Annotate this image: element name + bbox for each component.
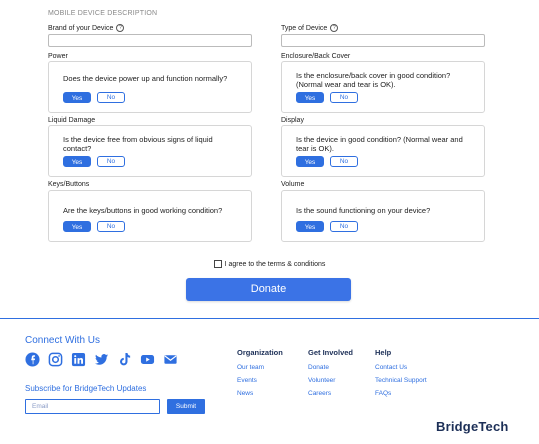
card-liquid [48,125,252,177]
submit-button[interactable]: Submit [167,399,205,414]
footer-link[interactable]: Volunteer [308,377,336,384]
subscribe-title: Subscribe for BridgeTech Updates [25,384,147,393]
terms-agreement [0,260,539,268]
column-heading: Organization [237,348,283,357]
email-input[interactable]: Email [25,399,160,414]
card-title-power: Power [48,53,68,60]
card-title-display: Display [281,117,304,124]
footer-link[interactable]: FAQs [375,390,392,397]
yes-button[interactable]: Yes [63,156,91,167]
facebook-icon[interactable] [25,352,40,367]
card-question: Is the sound functioning on your device? [296,206,431,215]
footer-link[interactable]: Donate [308,364,329,371]
yes-no-group [63,156,125,167]
type-label-text: Type of Device [281,24,328,32]
column-heading: Get Involved [308,348,354,357]
yes-no-group [63,221,125,232]
card-title-enclosure: Enclosure/Back Cover [281,53,351,60]
instagram-icon[interactable] [48,352,63,367]
footer-link[interactable]: Technical Support [375,377,427,384]
no-button[interactable]: No [330,156,358,167]
footer-link[interactable]: Careers [308,390,332,397]
footer-column-organization [237,348,283,397]
footer-link[interactable]: Our team [237,364,265,371]
footer-divider [0,318,539,319]
terms-label: I agree to the terms & conditions [224,260,326,268]
no-button[interactable]: No [330,221,358,232]
yes-no-group [296,92,358,103]
brand-input[interactable] [48,34,252,47]
donate-button[interactable]: Donate [186,278,351,301]
tiktok-icon[interactable] [117,352,132,367]
email-icon[interactable] [163,352,178,367]
footer-link[interactable]: Contact Us [375,364,408,371]
type-input[interactable] [281,34,485,47]
footer-link[interactable]: Events [237,377,257,384]
brand-label [48,24,124,32]
card-enclosure [281,61,485,113]
linkedin-icon[interactable] [71,352,86,367]
yes-button[interactable]: Yes [296,156,324,167]
connect-title: Connect With Us [25,335,101,346]
yes-button[interactable]: Yes [296,221,324,232]
card-title-keys: Keys/Buttons [48,181,90,188]
brand-label-text: Brand of your Device [48,24,114,32]
brand-logo: BridgeTech [436,419,509,434]
card-volume [281,190,485,242]
terms-checkbox[interactable] [214,260,222,268]
column-heading: Help [375,348,392,357]
footer-column-help [375,348,427,397]
info-icon[interactable]: ? [330,24,338,32]
yes-button[interactable]: Yes [63,92,91,103]
card-question: Is the device in good condition? (Normal wear and tear is OK). [296,135,463,153]
yes-no-group [296,221,358,232]
yes-button[interactable]: Yes [296,92,324,103]
footer-link[interactable]: News [237,390,254,397]
card-power [48,61,252,113]
card-question: Is the enclosure/back cover in good condition? (Normal wear and tear is OK). [296,71,451,89]
yes-no-group [296,156,358,167]
type-label [281,24,338,32]
youtube-icon[interactable] [140,352,155,367]
card-title-liquid: Liquid Damage [48,117,96,124]
info-icon[interactable]: ? [116,24,124,32]
card-question: Are the keys/buttons in good working condition? [63,206,223,215]
card-keys [48,190,252,242]
card-display [281,125,485,177]
card-title-volume: Volume [281,181,305,188]
no-button[interactable]: No [97,156,125,167]
no-button[interactable]: No [97,92,125,103]
yes-button[interactable]: Yes [63,221,91,232]
social-icons [25,352,178,367]
card-question: Does the device power up and function normally? [63,74,228,83]
no-button[interactable]: No [97,221,125,232]
footer-column-get-involved [308,348,353,397]
section-title: MOBILE DEVICE DESCRIPTION [48,10,158,17]
twitter-icon[interactable] [94,352,109,367]
no-button[interactable]: No [330,92,358,103]
card-question: Is the device free from obvious signs of liquid contact? [63,135,213,153]
yes-no-group [63,92,125,103]
